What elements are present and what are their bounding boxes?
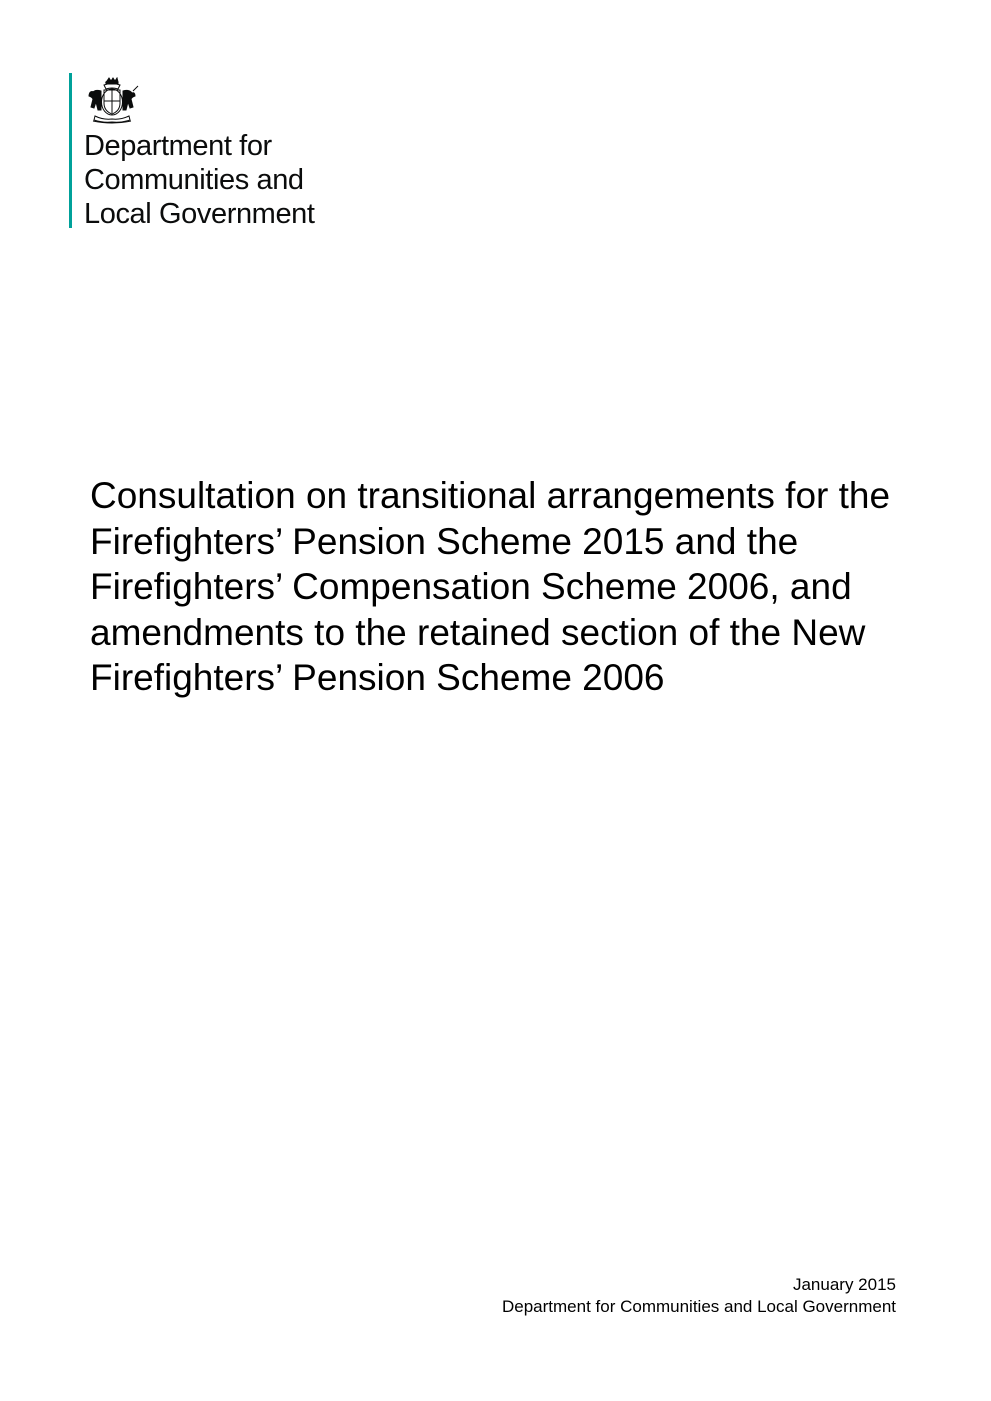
department-logo (69, 73, 369, 229)
publication-date: January 2015 (792, 1275, 896, 1294)
logo-accent-rule (69, 73, 72, 228)
publisher-name: Department for Communities and Local Government (501, 1297, 896, 1316)
department-name (84, 129, 315, 231)
department-name-line-2: Communities and (84, 164, 304, 196)
document-footer (502, 1274, 896, 1318)
department-name-line-1: Department for (84, 130, 272, 162)
royal-coat-of-arms-icon (83, 77, 141, 125)
department-name-line-3: Local Government (84, 198, 315, 230)
document-title: Consultation on transitional arrangements for the Firefighters’ Pension Scheme 2015 and the Firefighters’ Compensation Scheme 2006, and amendments to the retained section of the New Firefighters’ Pension Scheme 2006 (90, 475, 891, 698)
